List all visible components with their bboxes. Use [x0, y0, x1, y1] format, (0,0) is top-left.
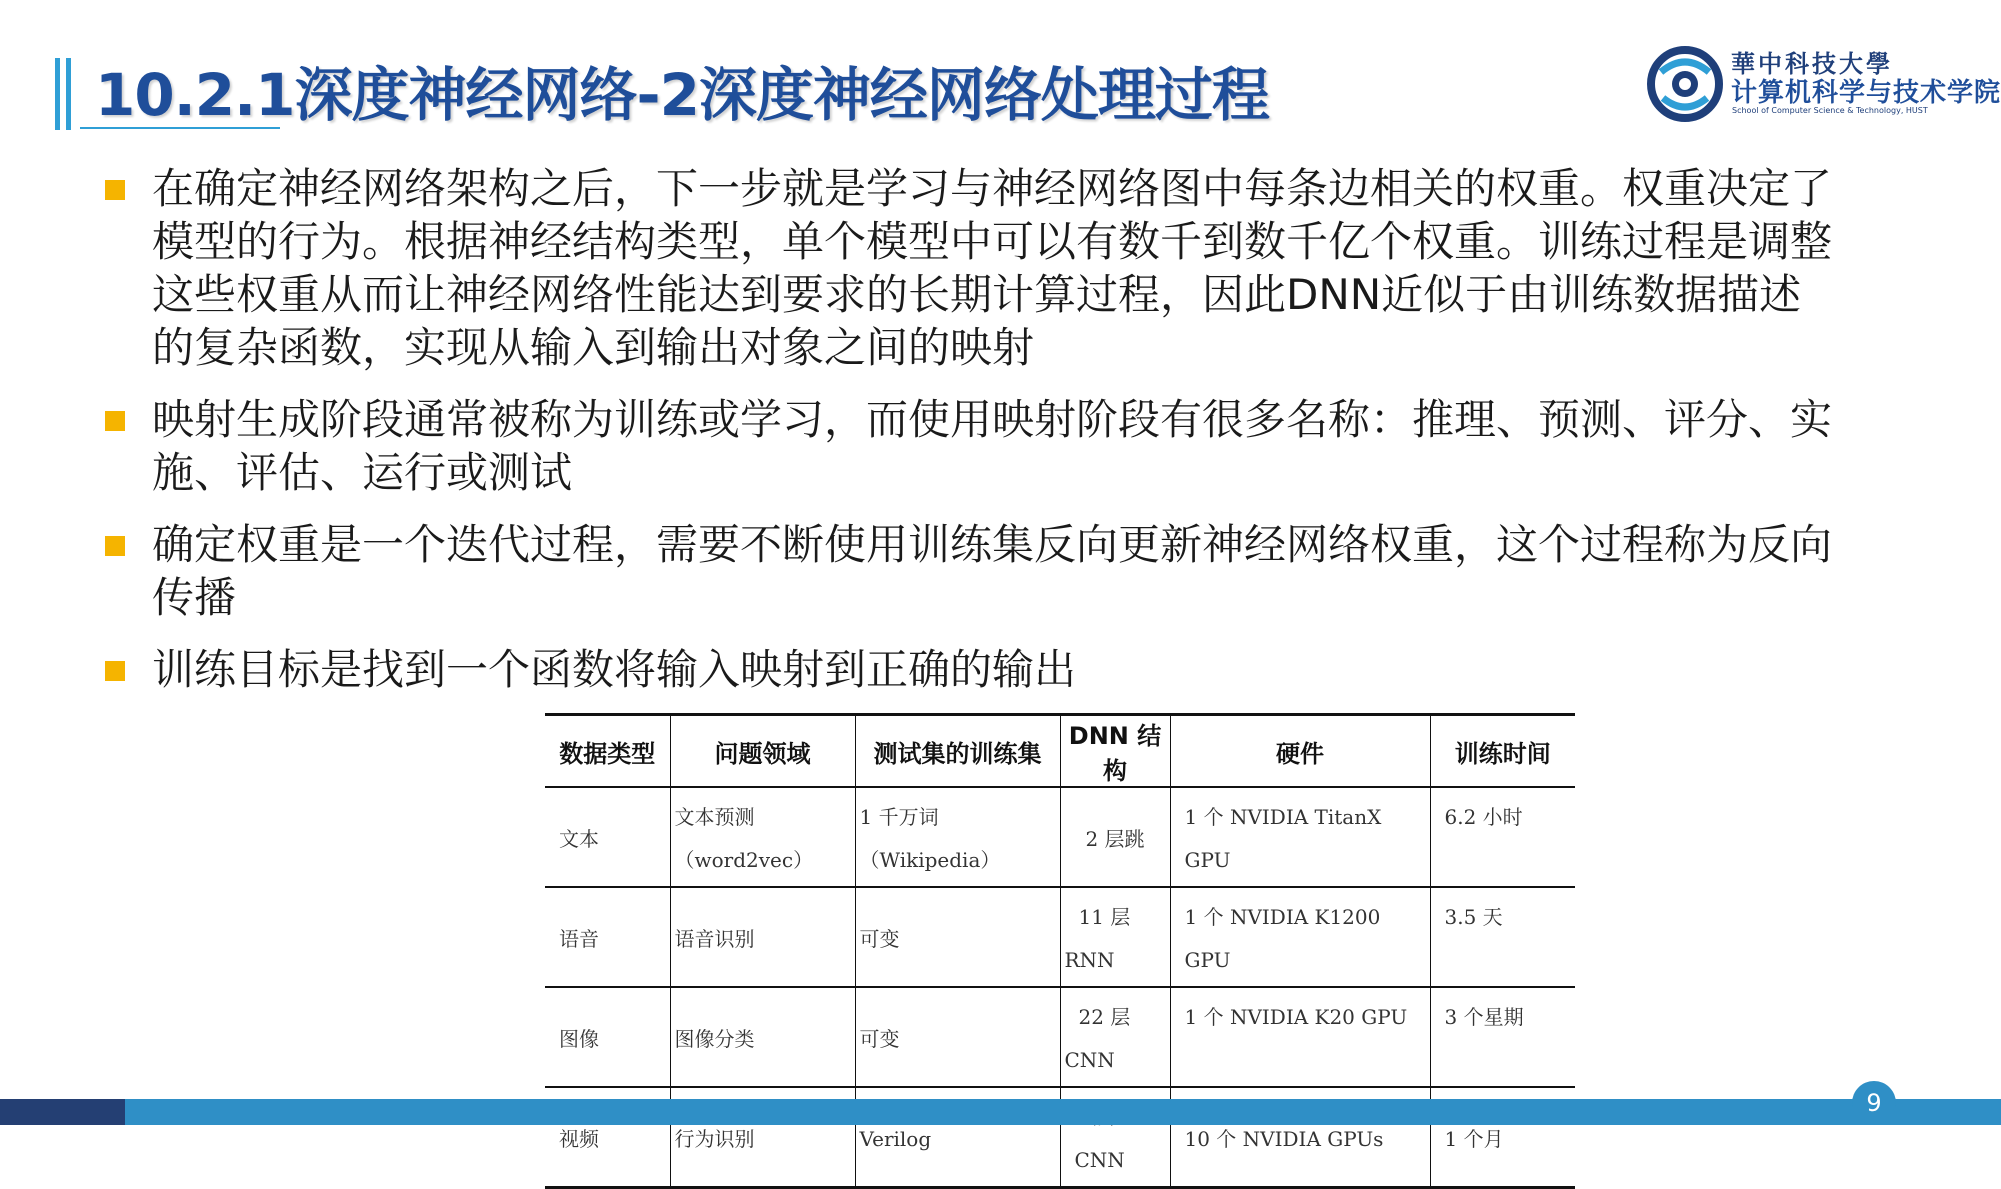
bullet-text: 在确定神经网络架构之后，下一步就是学习与神经网络图中每条边相关的权重。权重决定了模型的行为。根据神经结构类型，单个模型中可以有数千到数千亿个权重。训练过程是调整这些权重从而让神经网络性能达到要求的长期计算过程，因此DNN近似于由训练数据描述的复杂函数，实现从输入到输出对象之间的映射 [152, 164, 1833, 372]
column-header: 训练时间 [1430, 715, 1575, 788]
slide-title: 10.2.1深度神经网络-2深度神经网络处理过程 [95, 61, 1269, 129]
cell-line: （word2vec） [674, 848, 814, 872]
cell-line: 11 层 [1078, 905, 1131, 929]
column-header: 问题领域 [670, 715, 855, 788]
table-row [545, 987, 1575, 1087]
logo-university-name: 華中科技大學 [1731, 49, 1893, 78]
cell-line: 2 层跳 [1085, 826, 1145, 851]
cell-line: CNN [1064, 1048, 1115, 1072]
university-logo [1645, 42, 2001, 122]
cell-hardware: 10 个 NVIDIA GPUs [1170, 1087, 1430, 1188]
title-accent-bar [66, 58, 71, 130]
table-row [545, 887, 1575, 987]
hust-emblem-icon [1645, 42, 1729, 126]
bullet-text: 训练目标是找到一个函数将输入映射到正确的输出 [152, 645, 1077, 694]
footer-bar [125, 1099, 2001, 1125]
cell-time: 6.2 小时 [1430, 787, 1575, 887]
cell-structure [1060, 787, 1170, 887]
bullet-item [100, 393, 1833, 499]
cell-dataset: Verilog [855, 1087, 1060, 1188]
title-accent-bar [55, 58, 60, 130]
table-row [545, 787, 1575, 887]
cell-hardware: 1 个 NVIDIA K1200 GPU [1170, 887, 1430, 987]
bullet-item [100, 643, 1800, 696]
bullet-square-icon [105, 180, 125, 200]
cell-domain: 语音识别 [670, 887, 855, 987]
cell-time: 3.5 天 [1430, 887, 1575, 987]
bullet-square-icon [105, 661, 125, 681]
cell-data-type: 语音 [545, 887, 670, 987]
column-header: 测试集的训练集 [855, 715, 1060, 788]
bullet-item [100, 162, 1833, 374]
bullet-text: 映射生成阶段通常被称为训练或学习，而使用映射阶段有很多名称：推理、预测、评分、实施、评估、运行或测试 [152, 395, 1833, 497]
cell-time: 3 个星期 [1430, 987, 1575, 1087]
cell-domain: 行为识别 [670, 1087, 855, 1188]
cell-structure [1060, 987, 1170, 1087]
cell-structure [1060, 887, 1170, 987]
logo-school-name-en: School of Computer Science & Technology, HUST [1732, 106, 1928, 115]
cell-line: 文本预测 [674, 805, 755, 829]
cell-line: 22 层 [1078, 1005, 1131, 1029]
cell-data-type: 视频 [545, 1087, 670, 1188]
cell-dataset: 可变 [855, 987, 1060, 1087]
cell-line: RNN [1064, 948, 1115, 972]
cell-line: 1 千万词 [859, 805, 939, 829]
cell-data-type: 图像 [545, 987, 670, 1087]
bullet-square-icon [105, 536, 125, 556]
column-header: DNN 结构 [1060, 715, 1170, 788]
bullet-text: 确定权重是一个迭代过程，需要不断使用训练集反向更新神经网络权重，这个过程称为反向传播 [152, 520, 1833, 622]
footer-bar-dark [0, 1099, 125, 1125]
bullet-item [100, 518, 1833, 624]
page-number-badge: 9 [1852, 1081, 1896, 1125]
cell-dataset [855, 787, 1060, 887]
cell-domain: 图像分类 [670, 987, 855, 1087]
cell-data-type: 文本 [545, 787, 670, 887]
cell-hardware: 1 个 NVIDIA TitanX GPU [1170, 787, 1430, 887]
cell-dataset: 可变 [855, 887, 1060, 987]
cell-hardware: 1 个 NVIDIA K20 GPU [1170, 987, 1430, 1087]
cell-line: （Wikipedia） [859, 848, 1001, 872]
table-header-row [545, 715, 1575, 788]
logo-school-name: 计算机科学与技术学院 [1731, 78, 2001, 108]
column-header: 硬件 [1170, 715, 1430, 788]
cell-structure: CNN [1060, 1087, 1170, 1188]
cell-domain [670, 787, 855, 887]
cell-time: 1 个月 [1444, 1126, 1504, 1151]
bullet-square-icon [105, 411, 125, 431]
column-header: 数据类型 [545, 715, 670, 788]
bullet-list [100, 162, 1833, 715]
